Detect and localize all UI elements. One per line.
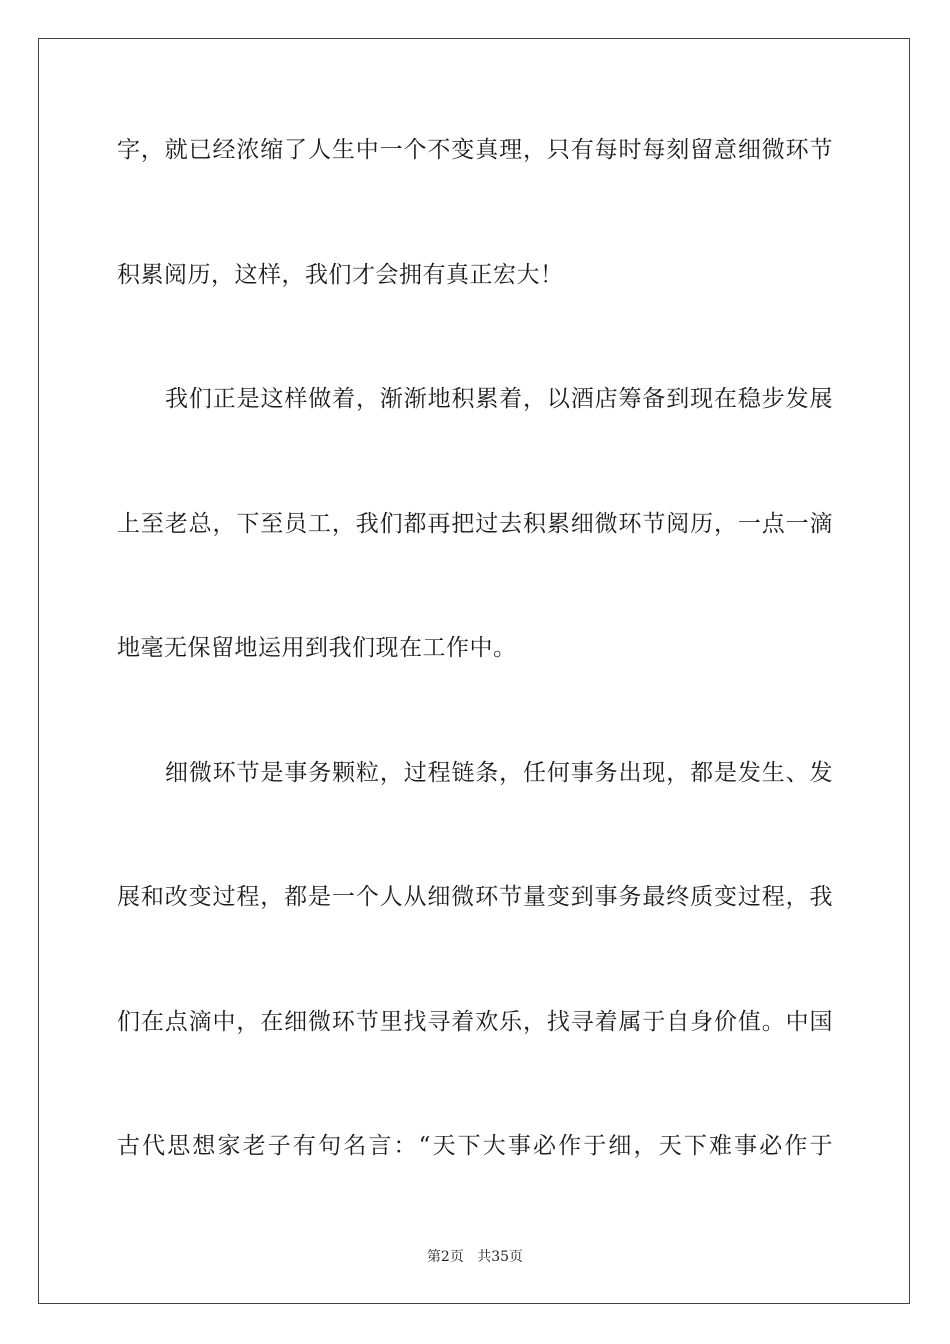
page-total: 共35页 — [477, 1249, 524, 1265]
page-footer — [0, 1248, 950, 1266]
text-line-2: 积累阅历，这样，我们才会拥有真正宏大！ — [117, 262, 564, 288]
text-line-4: 上至老总，下至员工，我们都再把过去积累细微环节阅历，一点一滴 — [117, 511, 833, 537]
text-line-7: 展和改变过程，都是一个人从细微环节量变到事务最终质变过程，我 — [117, 884, 833, 910]
text-line-9: 古代思想家老子有句名言：“天下大事必作于细，天下难事必作于 — [117, 1133, 833, 1159]
text-line-3: 我们正是这样做着，渐渐地积累着，以酒店筹备到现在稳步发展 — [165, 386, 833, 412]
text-line-8: 们在点滴中，在细微环节里找寻着欢乐，找寻着属于自身价值。中国 — [117, 1009, 833, 1035]
page-number: 第2页 — [426, 1249, 464, 1265]
text-line-6: 细微环节是事务颗粒，过程链条，任何事务出现，都是发生、发 — [165, 760, 833, 786]
text-line-1: 字，就已经浓缩了人生中一个不变真理，只有每时每刻留意细微环节 — [117, 137, 833, 163]
page-border — [38, 38, 910, 1304]
text-line-5: 地毫无保留地运用到我们现在工作中。 — [117, 635, 517, 661]
